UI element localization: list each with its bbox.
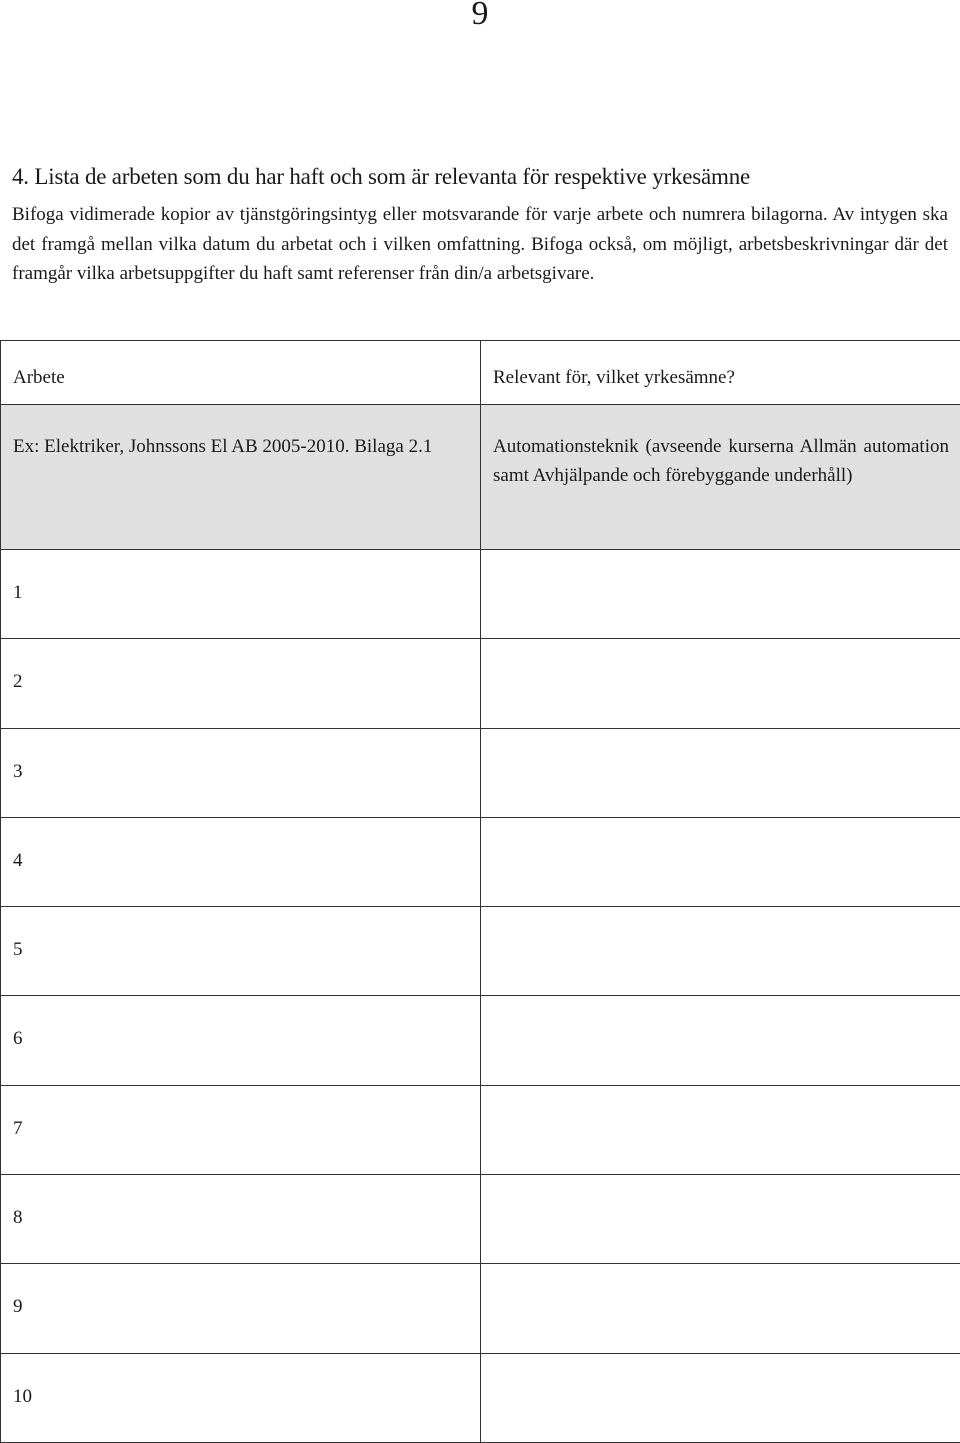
- row-number: 3: [13, 757, 468, 786]
- intro-paragraph: Bifoga vidimerade kopior av tjänstgöringsintyg eller motsvarande för varje arbete och numrera bilagorna. Av intygen ska det framgå mellan vilka datum du arbetat och i vilken omfattning. Bifoga också, om möjligt, arbetsbeskrivningar där det framgår vilka arbetsuppgifter du haft samt referenser från din/a arbetsgivare.: [12, 200, 948, 289]
- relevance-cell[interactable]: [481, 728, 960, 817]
- page-number: 9: [0, 0, 960, 34]
- work-cell[interactable]: [1, 1175, 481, 1264]
- column-header-work: Arbete: [1, 341, 481, 405]
- table-row: [1, 728, 960, 817]
- table-row: [1, 1353, 960, 1442]
- relevance-cell[interactable]: [481, 817, 960, 906]
- table-row: [1, 817, 960, 906]
- table-row: [1, 907, 960, 996]
- row-number: 7: [13, 1114, 468, 1143]
- relevance-cell[interactable]: [481, 907, 960, 996]
- row-number: 1: [13, 578, 468, 607]
- row-number: 9: [13, 1292, 468, 1321]
- column-header-relevance: Relevant för, vilket yrkesämne?: [481, 341, 960, 405]
- example-relevance-text: Automationsteknik (avseende kurserna Allmän automation samt Avhjälpande och förebyggande underhåll): [493, 432, 949, 490]
- work-cell[interactable]: [1, 1264, 481, 1353]
- example-row: [1, 405, 960, 550]
- row-number: 5: [13, 935, 468, 964]
- relevance-cell[interactable]: [481, 996, 960, 1085]
- row-number: 4: [13, 846, 468, 875]
- table-row: [1, 639, 960, 728]
- table-row: [1, 1085, 960, 1174]
- section-intro: [12, 200, 948, 289]
- relevance-cell[interactable]: [481, 1175, 960, 1264]
- row-number: 6: [13, 1024, 468, 1053]
- relevance-cell[interactable]: [481, 1085, 960, 1174]
- work-cell[interactable]: [1, 550, 481, 639]
- table-row: [1, 996, 960, 1085]
- work-cell[interactable]: [1, 1353, 481, 1442]
- relevance-cell[interactable]: [481, 639, 960, 728]
- table-row: [1, 1264, 960, 1353]
- relevance-cell[interactable]: [481, 1353, 960, 1442]
- relevance-cell[interactable]: [481, 550, 960, 639]
- table-row: [1, 1175, 960, 1264]
- example-work-cell: [1, 405, 481, 550]
- row-number: 10: [13, 1382, 468, 1411]
- table-row: [1, 550, 960, 639]
- work-cell[interactable]: [1, 728, 481, 817]
- section-heading: 4. Lista de arbeten som du har haft och som är relevanta för respektive yrkesämne: [12, 160, 952, 194]
- row-number: 8: [13, 1203, 468, 1232]
- work-table: [0, 340, 960, 1443]
- example-relevance-cell: [481, 405, 960, 550]
- relevance-cell[interactable]: [481, 1264, 960, 1353]
- table-header-row: [1, 341, 960, 405]
- work-cell[interactable]: [1, 996, 481, 1085]
- example-work-text: Ex: Elektriker, Johnssons El AB 2005-2010. Bilaga 2.1: [13, 432, 468, 461]
- work-cell[interactable]: [1, 817, 481, 906]
- work-cell[interactable]: [1, 1085, 481, 1174]
- work-cell[interactable]: [1, 639, 481, 728]
- work-cell[interactable]: [1, 907, 481, 996]
- row-number: 2: [13, 667, 468, 696]
